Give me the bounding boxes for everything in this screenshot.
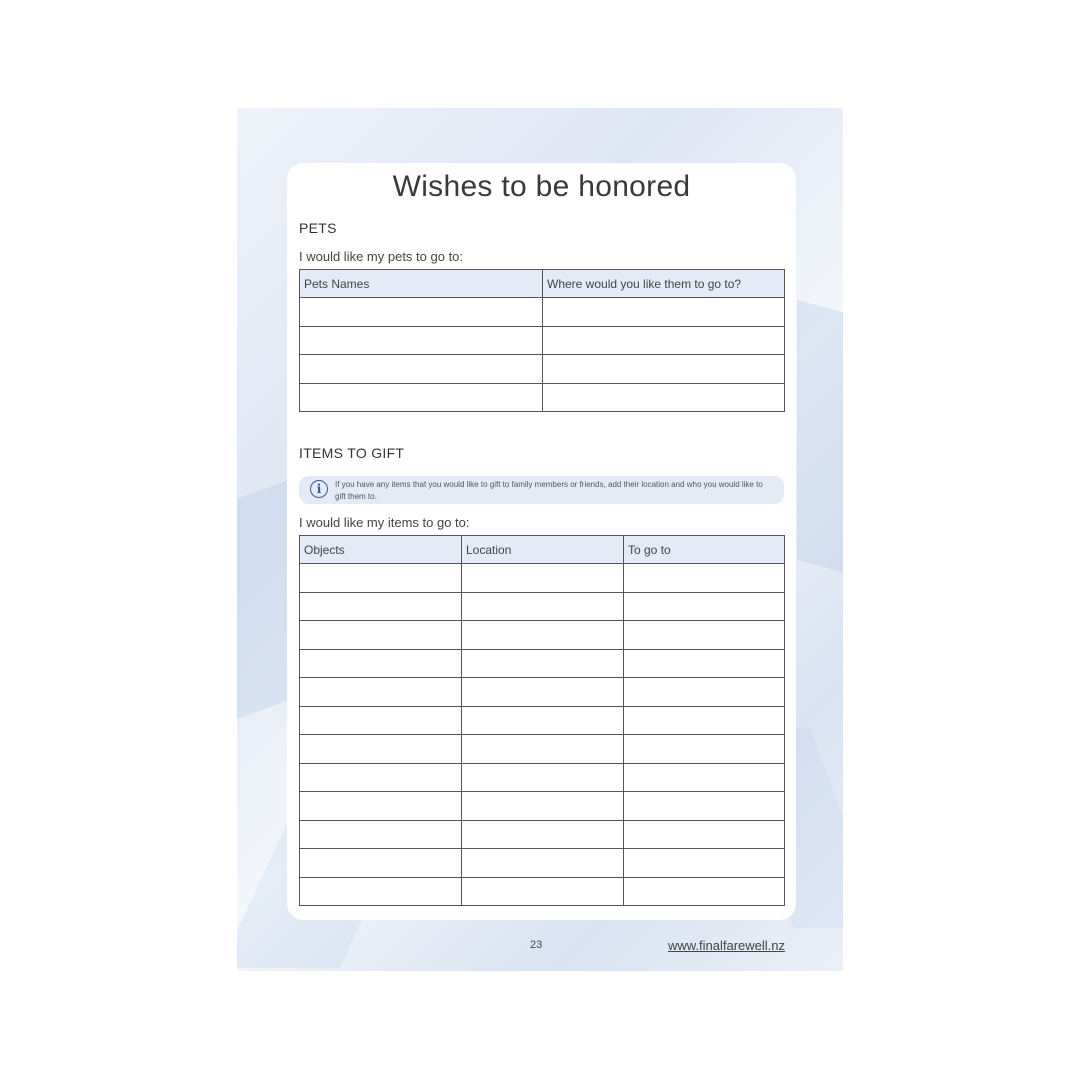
items-table-cell[interactable] [300,649,462,678]
pets-table-row [300,383,785,412]
items-table-row [300,678,785,707]
form-card [287,163,796,920]
items-table-cell[interactable] [462,849,624,878]
pets-table-cell[interactable] [543,383,785,412]
document-page [237,108,843,971]
items-table-cell[interactable] [300,877,462,906]
items-table-cell[interactable] [300,678,462,707]
items-table-row [300,735,785,764]
items-column-header: Location [462,536,624,564]
info-text: If you have any items that you would like to gift to family members or friends, add their location and who you would like to gift them to. [335,480,763,501]
items-table [299,535,785,906]
pets-table-cell[interactable] [300,383,543,412]
pets-column-header: Pets Names [300,270,543,298]
items-column-header: To go to [624,536,785,564]
items-table-cell[interactable] [624,820,785,849]
items-table-cell[interactable] [462,621,624,650]
items-table-cell[interactable] [462,820,624,849]
pets-lead: I would like my pets to go to: [299,249,464,264]
info-icon: i [310,480,328,498]
items-table-row [300,820,785,849]
items-table-cell[interactable] [300,735,462,764]
pets-column-header: Where would you like them to go to? [543,270,785,298]
pets-table [299,269,785,412]
pets-table-cell[interactable] [543,326,785,355]
items-heading: ITEMS TO GIFT [299,445,405,461]
items-table-cell[interactable] [624,792,785,821]
items-table-cell[interactable] [300,792,462,821]
website-link[interactable]: www.finalfarewell.nz [667,938,785,953]
items-header-row [300,536,785,564]
items-table-row [300,564,785,593]
items-table-cell[interactable] [624,621,785,650]
page-number: 23 [530,939,543,951]
items-table-cell[interactable] [300,706,462,735]
items-table-cell[interactable] [462,649,624,678]
items-table-cell[interactable] [624,735,785,764]
items-table-cell[interactable] [462,706,624,735]
info-note [299,476,784,504]
items-table-cell[interactable] [462,678,624,707]
pets-table-row [300,326,785,355]
items-table-row [300,621,785,650]
pets-table-cell[interactable] [300,298,543,327]
page-title: Wishes to be honored [392,170,691,203]
pets-heading: PETS [299,220,337,236]
background-facet [797,300,843,576]
pets-table-cell[interactable] [543,298,785,327]
items-table-cell[interactable] [624,763,785,792]
items-table-cell[interactable] [300,849,462,878]
pets-table-row [300,298,785,327]
items-table-row [300,877,785,906]
items-table-cell[interactable] [624,564,785,593]
items-table-cell[interactable] [300,621,462,650]
items-table-cell[interactable] [624,592,785,621]
items-table-row [300,849,785,878]
pets-table-cell[interactable] [300,355,543,384]
items-table-row [300,706,785,735]
items-table-cell[interactable] [462,877,624,906]
items-table-cell[interactable] [462,735,624,764]
items-table-cell[interactable] [624,706,785,735]
items-table-row [300,792,785,821]
pets-header-row [300,270,785,298]
items-table-row [300,592,785,621]
items-table-cell[interactable] [462,564,624,593]
items-table-cell[interactable] [300,564,462,593]
items-table-row [300,649,785,678]
items-table-row [300,763,785,792]
items-table-cell[interactable] [624,649,785,678]
items-table-cell[interactable] [462,592,624,621]
items-table-cell[interactable] [300,763,462,792]
items-table-cell[interactable] [300,592,462,621]
items-table-cell[interactable] [624,849,785,878]
items-lead: I would like my items to go to: [299,515,470,530]
items-table-cell[interactable] [624,678,785,707]
items-column-header: Objects [300,536,462,564]
items-table-cell[interactable] [300,820,462,849]
items-table-cell[interactable] [624,877,785,906]
items-table-cell[interactable] [462,792,624,821]
pets-table-cell[interactable] [543,355,785,384]
items-table-cell[interactable] [462,763,624,792]
pets-table-row [300,355,785,384]
pets-table-cell[interactable] [300,326,543,355]
